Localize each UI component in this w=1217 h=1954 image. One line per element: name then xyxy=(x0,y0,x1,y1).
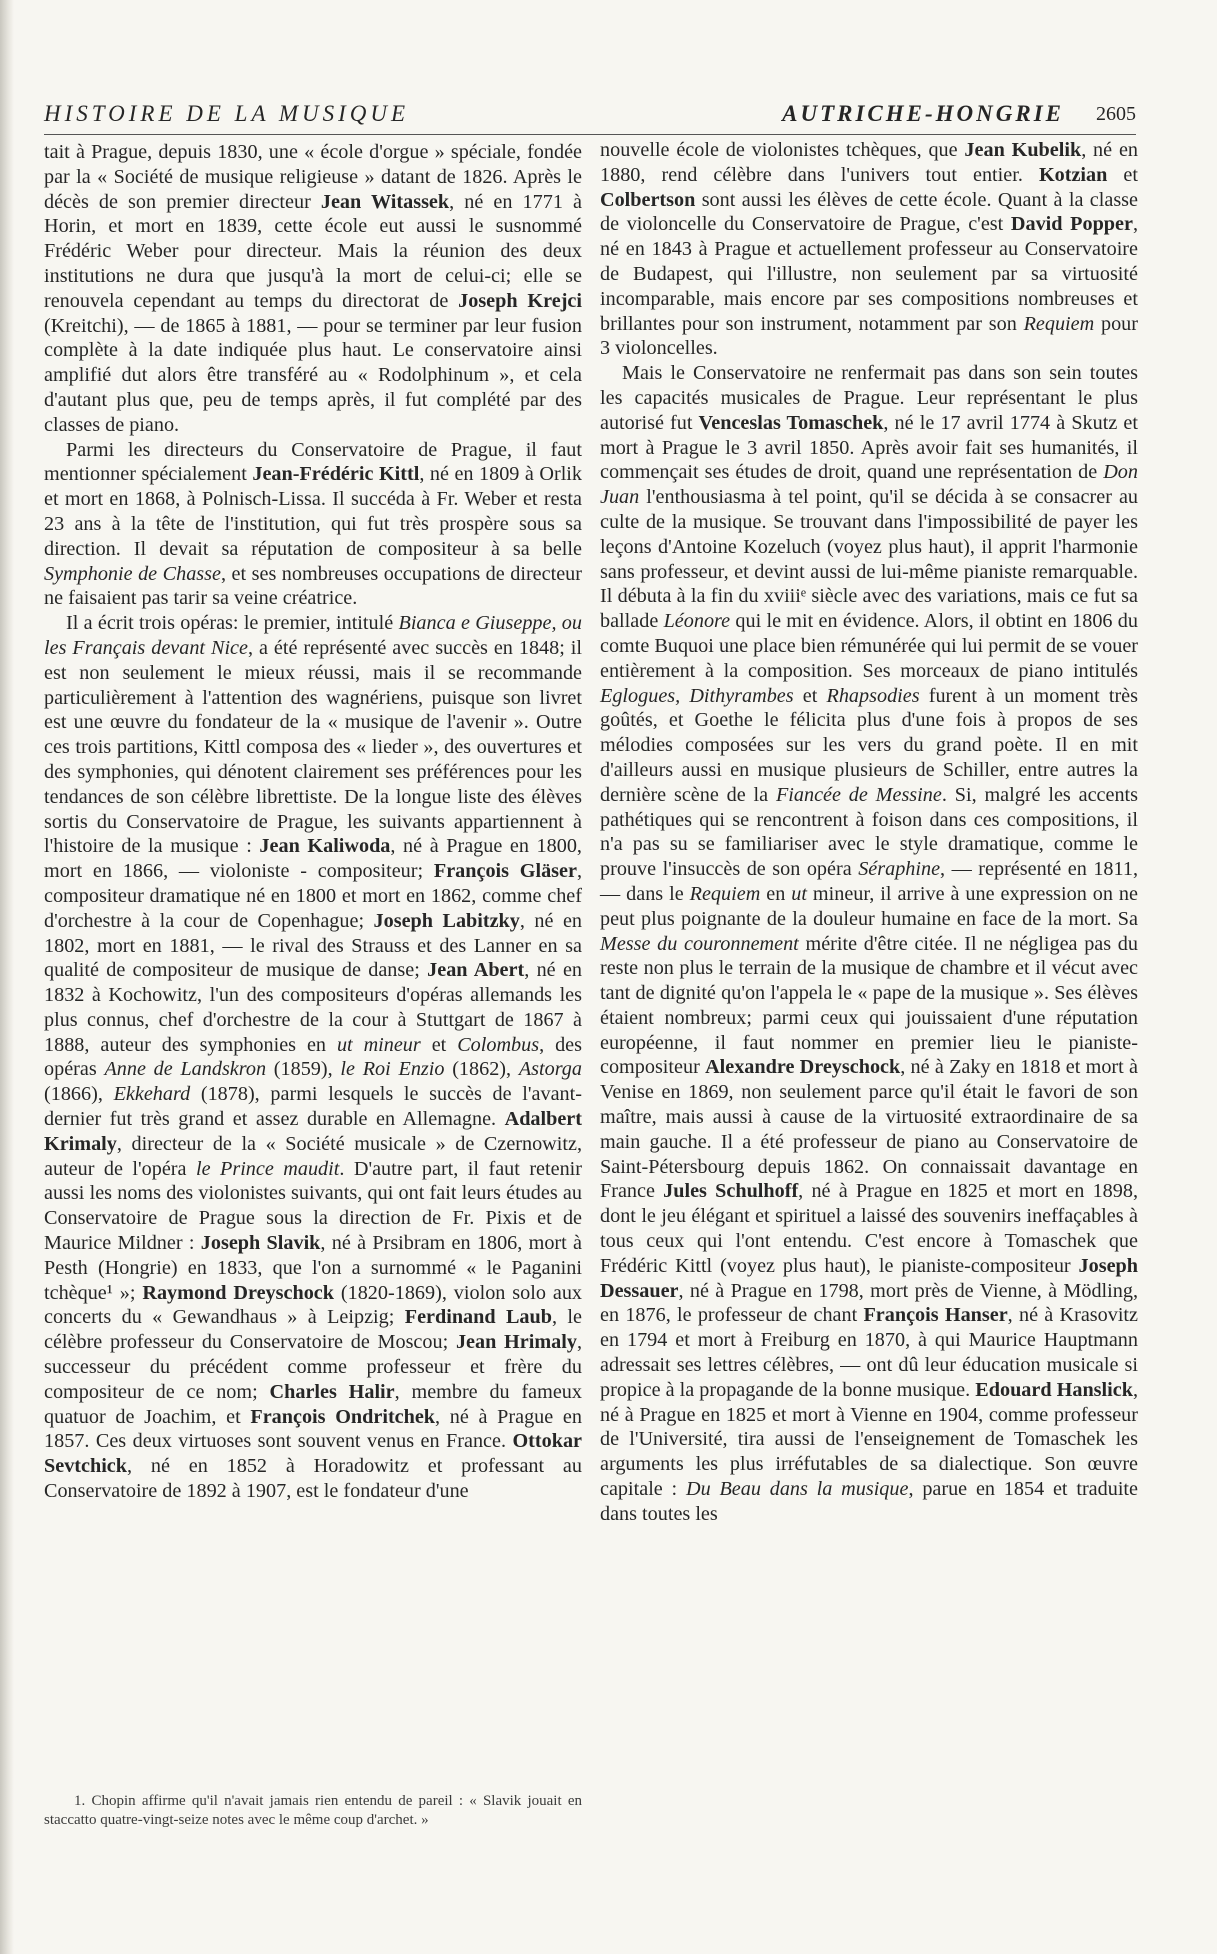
bold-name: Joseph Dessauer xyxy=(600,1254,1138,1302)
italic-title: Messe du couronnement xyxy=(600,932,799,955)
text-run: et xyxy=(420,1033,458,1056)
italic-title: ut xyxy=(791,882,807,905)
bold-name: Jules Schulhoff xyxy=(663,1180,799,1203)
text-run: (1820-1869), violon solo aux concerts du « Gewandhaus » à Leipzig; xyxy=(44,1281,583,1329)
bold-name: Venceslas Tomaschek xyxy=(698,411,884,434)
text-run: (1862), xyxy=(444,1058,519,1081)
text-run: sont aussi les élèves de cette école. Quant à la classe de violoncelle du Conservatoire de Prague, c'est xyxy=(600,188,1138,236)
italic-title: Astorga xyxy=(518,1058,582,1081)
italic-title: le Roi Enzio xyxy=(340,1058,445,1081)
bold-name: Raymond Dreyschock xyxy=(142,1281,334,1304)
text-run: , successeur du précédent comme professeur et frère du compositeur de ce nom; xyxy=(44,1331,582,1403)
italic-title: Don Juan xyxy=(600,461,1138,509)
paragraph xyxy=(44,611,582,1504)
text-run: , et ses nombreuses occupations de directeur ne faisaient pas tarir sa veine créatrice. xyxy=(44,562,582,610)
text-run: en xyxy=(760,882,792,905)
text-run: pour 3 violoncelles. xyxy=(600,312,1138,360)
running-title-right: AUTRICHE-HONGRIE xyxy=(782,101,1064,126)
text-run: , parue en 1854 et traduite dans toutes les xyxy=(600,1478,1138,1525)
italic-title: Eglogues, Dithyrambes xyxy=(600,684,794,707)
bold-name: Jean Witassek xyxy=(320,190,450,213)
page-binding-edge xyxy=(0,0,14,1954)
text-run: qui le mit en évidence. Alors, il obtint en 1806 du comte Buquoi une place bien rémunérée qui lui permit de se vouer entièrement à la composition. Ses morceaux de piano intitulés xyxy=(600,610,1138,682)
bold-name: Jean Abert xyxy=(427,959,525,982)
footnote-text: 1. Chopin affirme qu'il n'avait jamais rien entendu de pareil : « Slavik jouait en staccatto quatre-vingt-seize notes avec le même coup d'archet. » xyxy=(44,1793,582,1828)
text-run: , né à Prague en 1857. Ces deux virtuoses sont souvent venus en France. xyxy=(44,1405,582,1453)
text-run: , né à Prague en 1800, mort en 1866, — violoniste - compositeur; xyxy=(44,835,582,883)
bold-name: Jean-Frédéric Kittl xyxy=(252,463,420,486)
left-text-column xyxy=(44,140,582,1504)
italic-title: Rhapsodies xyxy=(826,684,920,707)
running-title-left: HISTOIRE DE LA MUSIQUE xyxy=(44,101,410,126)
paragraph xyxy=(44,140,582,438)
text-run: Il a écrit trois opéras: le premier, intitulé xyxy=(66,612,399,635)
header-rule xyxy=(44,134,1136,135)
text-run: , né à Krasovitz en 1794 et mort à Freiburg en 1870, à qui Maurice Hauptmann adressait ses lettres célèbres, — ont dû leur éducation musicale si propice à la propagande de la bonne musique. xyxy=(600,1304,1138,1401)
text-run: (Kreitchi), — de 1865 à 1881, — pour se terminer par leur fusion complète à la date indiquée plus haut. Le conservatoire ainsi amplifié dut alors être transféré au « Rodolphinum », et cela d'autant plus que, peu de temps après, il fut complété par des classes de piano. xyxy=(44,314,582,436)
text-run: , né en 1802, mort en 1881, — le rival des Strauss et des Lanner en sa qualité de compositeur de musique de danse; xyxy=(44,909,583,982)
italic-title: Du Beau dans la musique xyxy=(685,1478,909,1501)
italic-title: Anne de Landskron xyxy=(104,1058,267,1081)
text-run: (1866), xyxy=(44,1083,114,1106)
footnote xyxy=(44,1792,582,1830)
bold-name: Kotzian xyxy=(1038,163,1108,186)
text-run: , né à Prsibram en 1806, mort à Pesth (Hongrie) en 1833, que l'on a surnommé « le Paganini tchèque¹ »; xyxy=(44,1232,582,1304)
italic-title: le Prince maudit xyxy=(195,1157,340,1180)
text-run: , né en 1809 à Orlik et mort en 1868, à Polnisch-Lissa. Il succéda à Fr. Weber et resta 23 ans à la tête de l'institution, qui fut très prospère sous sa direction. Il devait sa réputation de compositeur à sa belle xyxy=(44,463,583,560)
paragraph xyxy=(600,361,1138,1526)
bold-name: Charles Halir xyxy=(269,1380,395,1403)
italic-title: Colombus xyxy=(457,1033,540,1056)
text-run: Mais le Conservatoire ne renfermait pas dans son sein toutes les capacités musicales de Prague. Leur représentant le plus autorisé fut xyxy=(600,362,1138,434)
italic-title: ut mineur xyxy=(336,1033,421,1056)
bold-name: François Gläser xyxy=(433,860,577,883)
text-run: Parmi les directeurs du Conservatoire de Prague, il faut mentionner spécialement xyxy=(44,438,582,486)
text-run: , — représenté en 1811, — dans le xyxy=(600,858,1138,905)
italic-title: Requiem xyxy=(1023,312,1095,335)
bold-name: Jean Kaliwoda xyxy=(259,835,391,858)
italic-title: Bianca e Giuseppe, ou les Français devant Nice xyxy=(44,612,582,659)
italic-title: Léonore xyxy=(663,610,731,633)
text-run: , né à Prague en 1825 et mort en 1898, dont le jeu élégant et spirituel a laissé des souvenirs ineffaçables à tous ceux qui l'ont entendu. C'est encore à Tomaschek que Frédéric Kittl (voyez plus haut), le pianiste-compositeur xyxy=(600,1180,1138,1277)
text-run: , le célèbre professeur du Conservatoire de Moscou; xyxy=(44,1306,582,1354)
text-run: , né en 1843 à Prague et actuellement professeur au Conservatoire de Budapest, qui l'illustre, non seulement par sa virtuosité incomparable, mais encore par ses compositions nombreuses et brillantes pour son instrument, notamment par son xyxy=(600,213,1139,335)
bold-name: Joseph Slavik xyxy=(200,1232,321,1255)
italic-title: Séraphine xyxy=(858,858,941,881)
bold-name: Joseph Krejci xyxy=(458,289,582,312)
text-run: , des opéras xyxy=(44,1033,582,1081)
bold-name: Edouard Hanslick xyxy=(975,1378,1133,1401)
bold-name: Alexandre Dreyschock xyxy=(705,1056,901,1079)
text-run: , né en 1852 à Horadowitz et professant au Conservatoire de 1892 à 1907, est le fondateur d'une xyxy=(44,1455,582,1503)
text-run: , né à Prague en 1798, mort près de Vienne, à Mödling, en 1876, le professeur de chant xyxy=(600,1279,1138,1327)
text-run: , né à Zaky en 1818 et mort à Venise en 1869, non seulement parce qu'il était le favori de son maître, mais aussi à cause de la virtuosité extraordinaire de sa main gauche. Il a été professeur de piano au Conservatoire de Saint-Pétersbourg depuis 1862. On connaissait davantage en France xyxy=(600,1056,1138,1203)
text-run: , compositeur dramatique né en 1800 et mort en 1862, comme chef d'orchestre à la cour de Copenhague; xyxy=(44,860,582,932)
text-run: , né à Prague en 1825 et mort à Vienne en 1904, comme professeur de l'Université, tira aussi de l'enseignement de Tomaschek les arguments les plus irréfutables de sa dialectique. Son œuvre capitale : xyxy=(600,1378,1138,1501)
text-run: et xyxy=(1107,163,1139,186)
text-run: , né en 1832 à Kochowitz, l'un des compositeurs d'opéras allemands les plus connus, chef d'orchestre de la cour à Stuttgart de 1867 à 1888, auteur des symphonies en xyxy=(44,959,583,1056)
bold-name: Ottokar Sevtchick xyxy=(44,1430,582,1478)
text-run: . D'autre part, il faut retenir aussi les noms des violonistes suivants, qui ont fait leurs études au Conservatoire de Prague sous la direction de Fr. Pixis et de Maurice Mildner : xyxy=(44,1157,582,1255)
page-number: 2605 xyxy=(1096,103,1136,125)
bold-name: François Hanser xyxy=(863,1304,1008,1327)
bold-name: François Ondritchek xyxy=(250,1405,436,1428)
text-run: nouvelle école de violonistes tchèques, que xyxy=(600,139,965,161)
italic-title: Requiem xyxy=(689,882,761,905)
text-run: , né en 1771 à Horin, et mort en 1839, cette école eut aussi le susnommé Frédéric Weber pour directeur. Mais la réunion des deux institutions ne dura que jusqu'à la mort de celui-ci; elle se renouvela cependant au temps du directorat de xyxy=(44,190,582,312)
italic-title: Ekkehard xyxy=(113,1083,191,1106)
text-run: et xyxy=(793,684,827,707)
text-run: , membre du fameux quatuor de Joachim, et xyxy=(44,1380,582,1428)
italic-title: Symphonie de Chasse xyxy=(44,562,221,585)
bold-name: Jean Hrimaly xyxy=(455,1331,577,1354)
paragraph xyxy=(44,438,582,612)
paragraph xyxy=(600,138,1138,361)
text-run: . Si, malgré les accents pathétiques qui se rencontrent à foison dans ces compositions, il n'a pas su se familiariser avec le style dramatique, comme le prouve l'insuccès de son opéra xyxy=(600,783,1139,881)
running-header xyxy=(44,101,1136,127)
bold-name: Ferdinand Laub xyxy=(404,1306,552,1329)
text-run: , né en 1880, rend célèbre dans l'univers tout entier. xyxy=(600,139,1138,186)
italic-title: Fiancée de Messine xyxy=(775,783,942,806)
bold-name: David Popper xyxy=(1010,213,1133,236)
text-run: mineur, il arrive à une expression on ne peut plus poignante de la douleur humaine en face de la mort. Sa xyxy=(600,882,1138,930)
text-run: , directeur de la « Société musicale » de Czernowitz, auteur de l'opéra xyxy=(44,1132,582,1180)
text-run: , a été représenté avec succès en 1848; il est non seulement le mieux réussi, mais il se recommande particulièrement à l'attention des wagnériens, puisque son livret est une œuvre du fondateur de la « musique de l'avenir ». Outre ces trois partitions, Kittl composa des « lieder », des ouvertures et des symphonies, qui dénotent clairement ses préférences pour les tendances de son célèbre librettiste. De la longue liste des élèves sortis du Conservatoire de Prague, les suivants appartiennent à l'histoire de la musique : xyxy=(44,636,582,858)
right-text-column xyxy=(600,138,1138,1527)
text-run: (1859), xyxy=(266,1058,341,1081)
text-run: (1878), parmi lesquels le succès de l'avant-dernier fut très grand et assez durable en Allemagne. xyxy=(44,1083,582,1131)
text-run: , né le 17 avril 1774 à Skutz et mort à Prague le 3 avril 1850. Après avoir fait ses humanités, il commençait ses études de droit, quand une représentation de xyxy=(600,411,1138,484)
text-run: tait à Prague, depuis 1830, une « école d'orgue » spéciale, fondée par la « Société de musique religieuse » datant de 1826. Après le décès de son premier directeur xyxy=(44,141,582,213)
text-run: mérite d'être citée. Il ne négligea pas du reste non plus le terrain de la musique de chambre et il vécut avec tant de dignité qu'on l'appela le « pape de la musique ». Ses élèves étaient nombreux; parmi ceux qui jouissaient d'une réputation européenne, il faut nommer en premier lieu le pianiste-compositeur xyxy=(600,932,1138,1079)
bold-name: Adalbert Krimaly xyxy=(44,1108,582,1155)
bold-name: Jean Kubelik xyxy=(964,139,1082,161)
text-run: l'enthousiasma à tel point, qu'il se décida à se consacrer au culte de la musique. Se trouvant dans l'impossibilité de payer les leçons d'Antoine Kozeluch (voyez plus haut), il apprit l'harmonie sans professeur, et devint aussi de lui-même pianiste remarquable. Il débuta à la fin du xviiiᵉ siècle avec des variations, mais ce fut sa ballade xyxy=(600,486,1138,633)
bold-name: Colbertson xyxy=(600,188,696,211)
text-run: furent à un moment très goûtés, et Goethe le félicita plus d'une fois à propos de ses mélodies composées sur les vers du grand poète. Il en mit d'ailleurs aussi en musique plusieurs de Schiller, entre autres la dernière scène de la xyxy=(600,684,1138,806)
bold-name: Joseph Labitzky xyxy=(373,909,520,932)
